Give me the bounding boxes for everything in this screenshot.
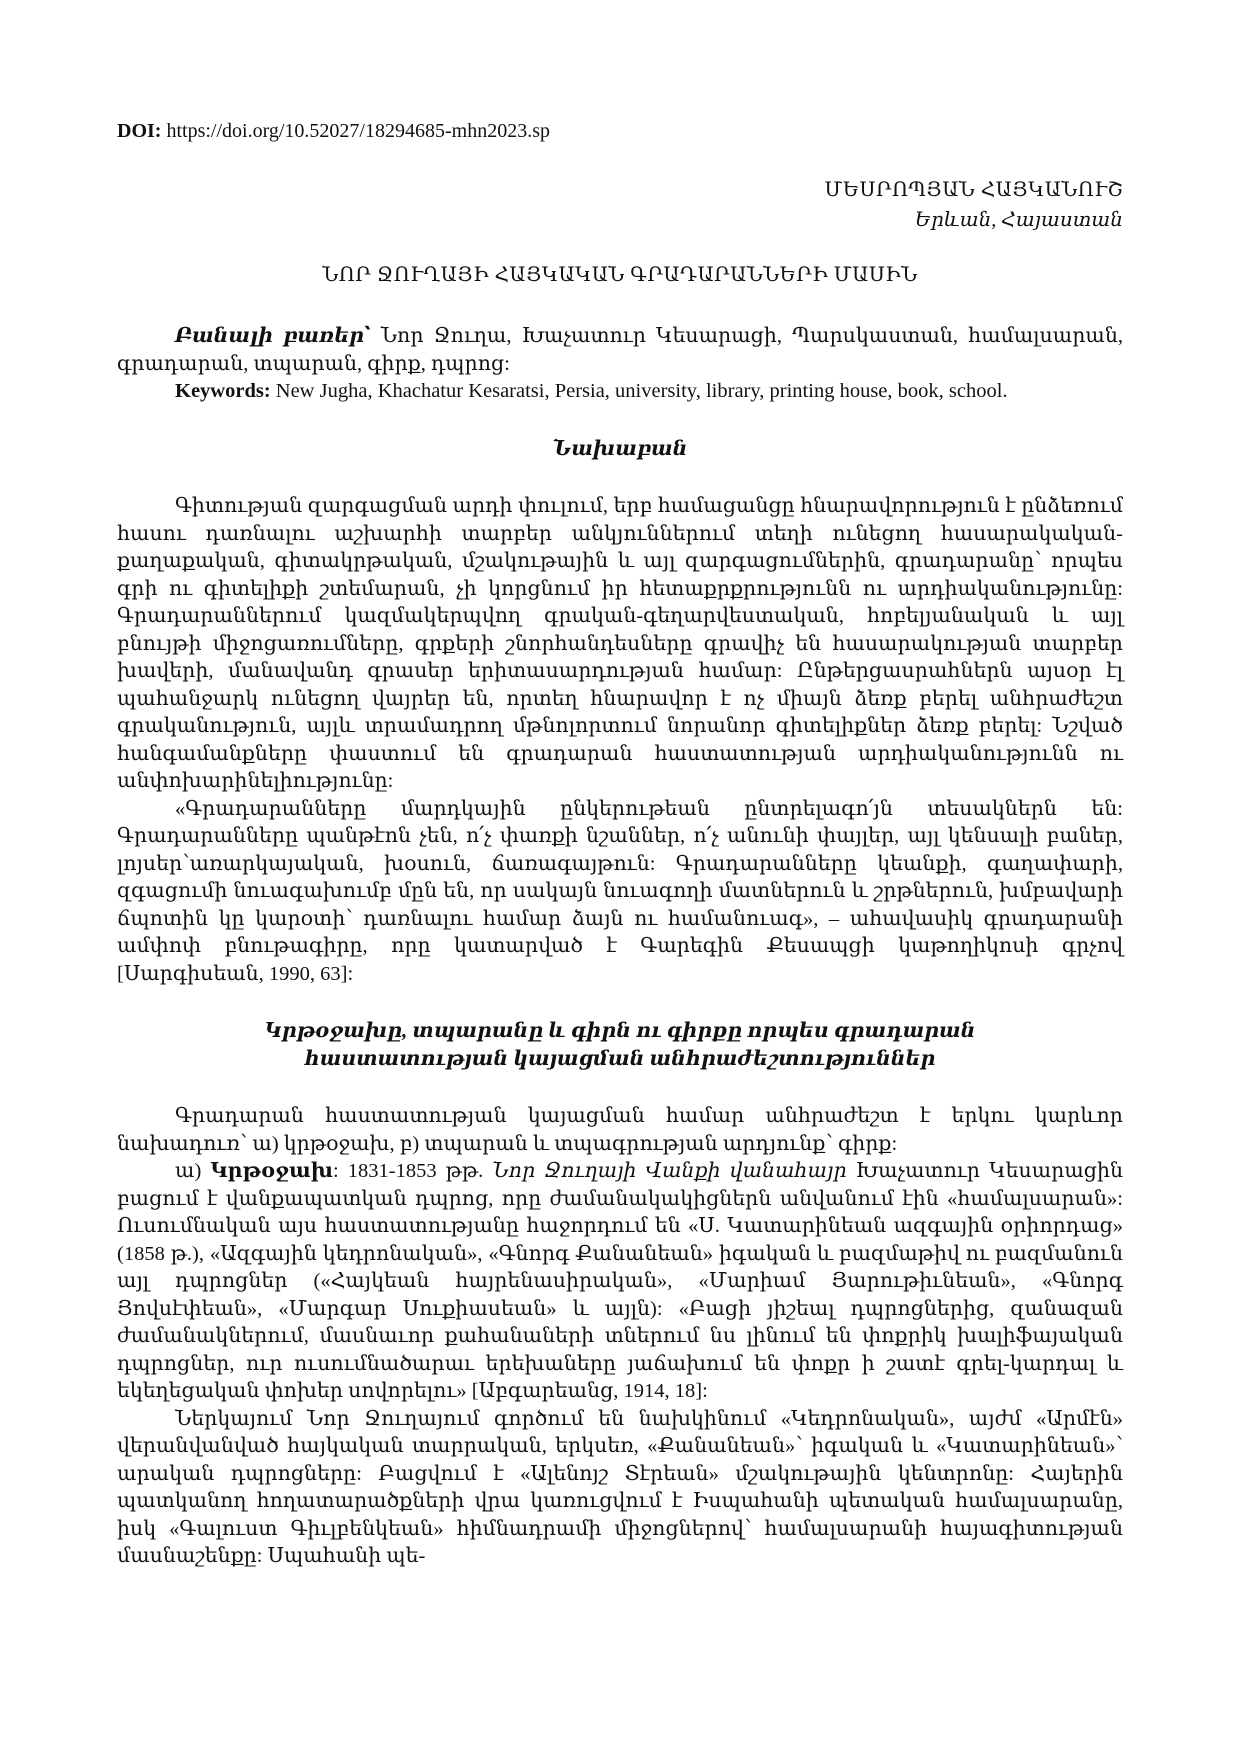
term-italic: Նոր Ջուղայի Վանքի վանահայր bbox=[492, 1160, 847, 1182]
doi-url[interactable]: https://doi.org/10.52027/18294685-mhn2023.sp bbox=[166, 120, 550, 142]
paragraph: «Գրադարանները մարդկային ընկերութեան ընտրելագո՛յն տեսակներն են: Գրադարանները պանթէոն չեն, ո՛չ փառքի նշաններ, ո՛չ անունի փայլեր, այլ կենսալի բաներ, լոյսեր՝առարկայական, խօսուն, ճառագայթուն: Գրադարանները կեանքի, գաղափարի, զգացումի նուագախումբ մըն են, որ սակայն նուագողի մատներուն և շրթներուն, խմբավարի ճպոտին կը կարօտի՝ դառնալու համար ձայն ու համանուագ», – ահավասիկ գրադարանի ամփոփ բնութագիրը, որը կատարված է Գարեգին Քեսապցի կաթողիկոսի գրչով [Սարգիսեան, 1990, 63]: bbox=[117, 797, 1123, 985]
list-marker: ա) bbox=[175, 1160, 211, 1182]
term-bold: Կրթօջախ bbox=[210, 1160, 333, 1182]
keywords-hy-text: Նոր Ջուղա, Խաչատուր Կեսարացի, Պարսկաստան, համալսարան, գրադարան, տպարան, գիրք, դպրոց: bbox=[117, 325, 1124, 375]
keywords-en-text: New Jugha, Khachatur Kesaratsi, Persia, university, library, printing house, book, school. bbox=[270, 380, 1008, 402]
keywords-en-label: Keywords: bbox=[175, 380, 271, 402]
doi-label: DOI: bbox=[117, 120, 162, 142]
article-title: ՆՈՐ ՋՈՒՂԱՅԻ ՀԱՅԿԱԿԱՆ ԳՐԱԴԱՐԱՆՆԵՐԻ ՄԱՍԻՆ bbox=[322, 264, 918, 286]
paragraph: Գրադարան հաստատության կայացման համար անհրաժեշտ է երկու կարևոր նախադուռ՝ ա) կրթօջախ, բ) տպարան և տպագրության արդյունք՝ գիրք: bbox=[117, 1105, 1123, 1155]
author-block bbox=[824, 175, 1123, 235]
paragraph-text: : 1831-1853 թթ. bbox=[332, 1160, 493, 1182]
author-name: ՄԵՍՐՈՊՅԱՆ ՀԱՅԿԱՆՈՒՇ bbox=[824, 179, 1123, 201]
section-heading-2-line1: Կրթօջախը, տպարանը և գիրն ու գիրքը որպես գրադարան bbox=[264, 1020, 976, 1042]
keywords-en bbox=[117, 378, 1123, 406]
article-body bbox=[117, 323, 1123, 1571]
section-heading-2-line2: հաստատության կայացման անհրաժեշտություններ bbox=[304, 1047, 936, 1070]
paragraph: Ներկայում Նոր Ջուղայում գործում են նախկինում «Կեդրոնական», այժմ «Արմէն» վերանվանված հայկական տարրական, երկսեռ, «Քանանեան»՝ իգական և «Կատարինեան»՝ արական դպրոցները: Բացվում է «Ալենոյշ Տէրեան» մշակութային կենտրոնը: Հայերին պատկանող հողատարածքների վրա կառուցվում է Իսպահանի պետական համալսարանը, իսկ «Գալուստ Գիւլբենկեան» հիմնադրամի միջոցներով՝ համալսարանի հայագիտության մասնաշենքը: Սպահանի պե- bbox=[117, 1407, 1123, 1567]
paragraph-text: Խաչատուր Կեսարացին բացում է վանքապատկան դպրոց, որը ժամանակակիցներն անվանում էին «համալսարան»: Ուսումնական այս հաստատությանը հաջորդում են «Ս. Կատարինեան ազգային օրիորդաց» (1858 թ.), «Ազգային կեդրոնական», «Գնորգ Քանանեան» իգական և բազմաթիվ ու բազմանուն այլ դպրոցներ («Հայկեան հայրենասիրական», «Մարիամ Յարութիւնեան», «Գնորգ Յովսէփեան», «Մարգար Սուքիասեան» և այլն): «Բացի յիշեալ դպրոցներից, զանազան ժամանակներում, մասնաւոր քահանաների տներում նս լինում են փոքրիկ խալիֆայական դպրոցներ, ուր ուսումնածարաւ երեխաները յաճախում են փոքր ի շատէ գրել-կարդալ և եկեղեցական փոխեր սովորելու» [Աբգարեանց, 1914, 18]: bbox=[117, 1160, 1124, 1402]
doi-line bbox=[117, 120, 550, 143]
author-place: Երևան, Հայաստան bbox=[914, 209, 1123, 231]
section-heading-intro: Նախաբան bbox=[552, 437, 688, 460]
keywords-hy bbox=[117, 323, 1123, 378]
paragraph: Գիտության զարգացման արդի փուլում, երբ համացանցը հնարավորություն է ընձեռում հասու դառնալու աշխարհի տարբեր անկյուններում տեղի ունեցող հասարակական-քաղաքական, գիտակրթական, մշակութային և այլ զարգացումներին, գրադարանը՝ որպես գրի ու գիտելիքի շտեմարան, չի կորցնում իր հետաքրքրությունն ու արդիականությունը: Գրադարաններում կազմակերպվող գրական-գեղարվեստական, հոբելյանական և այլ բնույթի միջոցառումները, գրքերի շնորհանդեսները գրավիչ են հասարակության տարբեր խավերի, մանավանդ գրասեր երիտասարդության համար: Ընթերցասրահներն այսօր էլ պահանջարկ ունեցող վայրեր են, որտեղ հնարավոր է ոչ միայն ձեռք բերել անհրաժեշտ գրականություն, այլև տրամադրող մթնոլորտում նորանոր գիտելիքներ ձեռք բերել: Նշված հանգամանքները փաստում են գրադարան հաստատության արդիականությունն ու անփոխարինելիությունը: bbox=[117, 495, 1123, 792]
keywords-hy-label: Բանալի բառեր՝ bbox=[175, 325, 371, 347]
paragraph bbox=[117, 1158, 1123, 1406]
